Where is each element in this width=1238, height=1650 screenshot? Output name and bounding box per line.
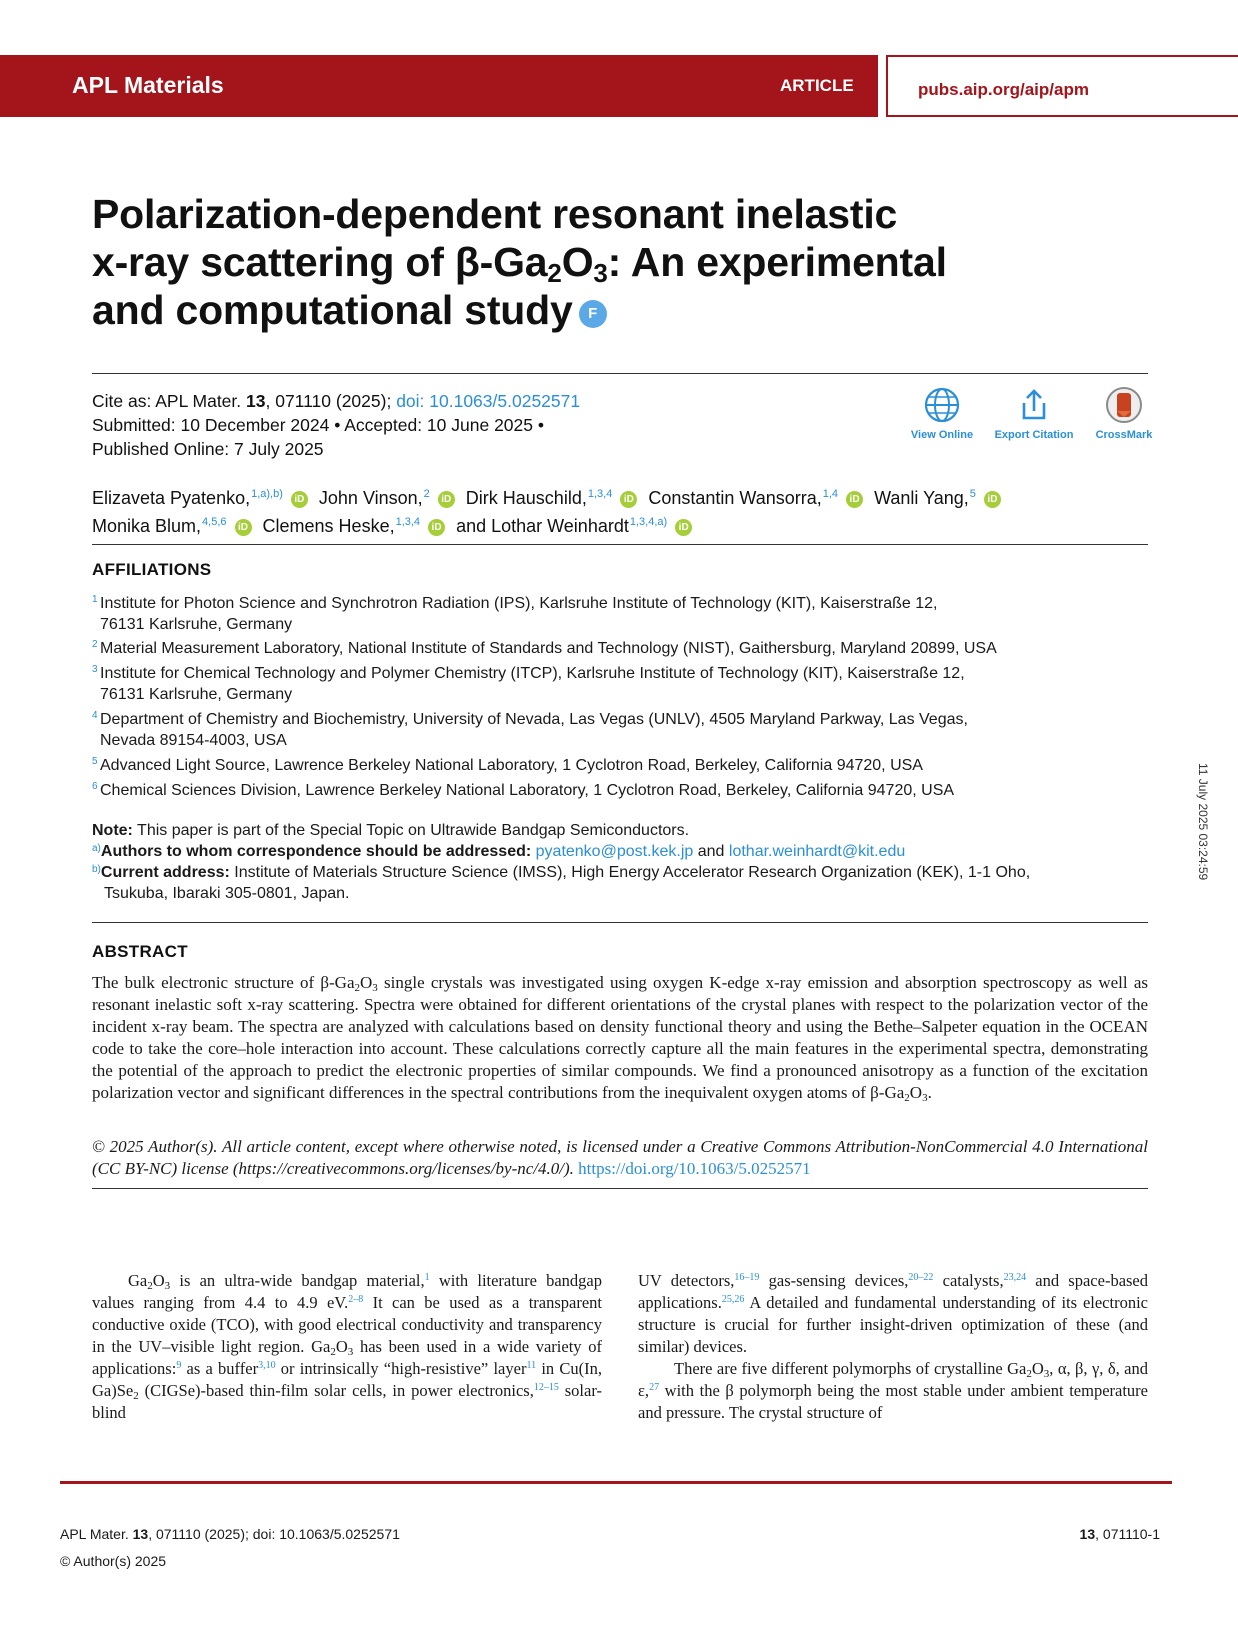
crossmark-button[interactable]: [1079, 386, 1169, 441]
reference-link[interactable]: 9: [176, 1360, 182, 1371]
author-name[interactable]: and Lothar Weinhardt: [456, 516, 629, 536]
dates-line: Submitted: 10 December 2024 • Accepted: 10 June 2025 •: [92, 415, 544, 435]
footer-citation: APL Mater. 13, 071110 (2025); doi: 10.1063/5.0252571: [60, 1526, 400, 1542]
author-name[interactable]: John Vinson,: [318, 488, 423, 508]
reference-link[interactable]: 23,24: [1003, 1272, 1027, 1283]
view-online-label: View Online: [910, 429, 974, 441]
orcid-icon[interactable]: iD: [675, 519, 692, 536]
correspondence-note: $^{a)}$Authors to whom correspondence should be addressed: pyatenko@post.kek.jp and lothar.weinhardt@kit.edu: [92, 843, 906, 860]
footer-copyright: © Author(s) 2025: [60, 1553, 167, 1569]
body-column-left: $Ga_2O_3$ is an ultra-wide bandgap material,$^1$ with literature bandgap values ranging from 4.4 to 4.9 eV.$^{2-8}$ It can be used as a transparent conductive oxide (TCO), with good electrical conductivity and transparency in the UV–visible light region. $Ga_2O_3$ has been used in a wide variety of applications:$^9$ as a buffer$^{3,10}$ or intrinsically “high-resistive” layer$^{11}$ in Cu(In, $Ga)Se_2$ (CIGSe)-based thin-film solar cells, in power electronics,$^{12-15}$ solar-blind: [92, 1271, 602, 1422]
author-name[interactable]: Dirk Hauschild,: [465, 488, 587, 508]
title-line-1: Polarization-dependent resonant inelastic: [92, 191, 898, 237]
affiliation-item: 1 Institute for Photon Science and Synchrotron Radiation (IPS), Karlsruhe Institute of Technology (KIT), Kaiserstraße 12, 76131 Karlsruhe, Germany: [92, 594, 938, 633]
view-online-button[interactable]: [897, 386, 987, 441]
title-line-3: and computational study F: [92, 286, 1052, 334]
reference-link[interactable]: 25,26: [721, 1294, 745, 1305]
crossmark-icon: [1105, 386, 1143, 424]
paper-title: [92, 190, 1052, 334]
author-list: [92, 484, 1152, 540]
affiliations-heading: AFFILIATIONS: [92, 560, 212, 579]
current-address-note: $^{b)}$Current address: Institute of Materials Structure Science (IMSS), High Energy Accelerator Research Organization (KEK), 1-1 Oho,: [92, 864, 1031, 881]
body-column-right: [638, 1270, 1148, 1424]
orcid-icon[interactable]: iD: [291, 491, 308, 508]
export-citation-button[interactable]: [989, 386, 1079, 441]
crossmark-label: CrossMark: [1095, 429, 1153, 441]
current-address-note-cont: Tsukuba, Ibaraki 305-0801, Japan.: [104, 885, 350, 902]
affiliation-item: 5 Advanced Light Source, Lawrence Berkeley National Laboratory, 1 Cyclotron Road, Berkeley, California 94720, USA: [92, 756, 923, 774]
author-name[interactable]: Clemens Heske,: [262, 516, 395, 536]
reference-link[interactable]: 12–15: [533, 1382, 559, 1393]
abstract-text: The bulk electronic structure of $\beta-Ga_2O_3$ single crystals was investigated using oxygen K-edge x-ray emission and absorption spectroscopy as well as resonant inelastic soft x-ray scattering. Spectra were obtained for different orientations of the crystal planes with respect to the polarization vector of the incident x-ray beam. The spectra are analyzed with calculations based on density functional theory and using the Bethe–Salpeter equation in the OCEAN code to take the core–hole interaction into account. These calculations correctly capture all the main features in the experimental spectra, demonstrating the potential of the approach to predict the electronic properties of similar compounds. We find a pronounced anisotropy as a function of the excitation polarization vector and significant differences in the spectral contributions from the inequivalent oxygen atoms of $\beta-Ga_2O_3$.: [92, 973, 1148, 1104]
reference-link[interactable]: 11: [526, 1360, 537, 1371]
journal-url-link[interactable]: pubs.aip.org/aip/apm: [918, 80, 1089, 99]
author-name[interactable]: Constantin Wansorra,: [648, 488, 822, 508]
affiliation-item: 4 Department of Chemistry and Biochemistry, University of Nevada, Las Vegas (UNLV), 4505 Maryland Parkway, Las Vegas, Nevada 89154-4003, USA: [92, 710, 968, 749]
footer-divider: [60, 1481, 1172, 1484]
page-number: 13, 071110-1: [1079, 1526, 1160, 1542]
reference-link[interactable]: 27: [649, 1382, 660, 1393]
orcid-icon[interactable]: iD: [620, 491, 637, 508]
orcid-icon[interactable]: iD: [235, 519, 252, 536]
author-name[interactable]: Monika Blum,: [92, 516, 202, 536]
orcid-icon[interactable]: iD: [438, 491, 455, 508]
paragraph: There are five different polymorphs of crystalline $Ga_2O_3$, α, β, γ, δ, and ε,$^{27}$ with the β polymorph being the most stable under ambient temperature and pressure. The crystal structure of: [638, 1359, 1148, 1422]
license-text: © 2025 Author(s). All article content, except where otherwise noted, is licensed under a Creative Commons Attribution-NonCommercial 4.0 International (CC BY-NC) license (https://creativecommons.org/licenses/by-nc/4.0/). https://doi.org/10.1063/5.0252571: [92, 1137, 1148, 1178]
reference-link[interactable]: 2–8: [348, 1294, 364, 1305]
divider: [92, 373, 1148, 374]
download-timestamp: 11 July 2025 03:24:59: [1196, 763, 1210, 881]
paragraph: UV detectors,$^{16-19}$ gas-sensing devices,$^{20-22}$ catalysts,$^{23,24}$ and space-based applications.$^{25,26}$ A detailed and fundamental understanding of its electronic structure is crucial for further insight-driven optimization of these (and similar) devices.: [638, 1271, 1149, 1356]
orcid-icon[interactable]: iD: [428, 519, 445, 536]
doi-link[interactable]: https://doi.org/10.1063/5.0252571: [578, 1159, 811, 1178]
divider: [92, 544, 1148, 545]
affiliation-item: 3 Institute for Chemical Technology and Polymer Chemistry (ITCP), Karlsruhe Institute of Technology (KIT), Kaiserstraße 12, 76131 Karlsruhe, Germany: [92, 664, 965, 703]
email-link[interactable]: pyatenko@post.kek.jp: [535, 843, 694, 860]
special-topic-note: Note: This paper is part of the Special Topic on Ultrawide Bandgap Semiconductors.: [92, 822, 690, 839]
article-type-label: ARTICLE: [780, 76, 854, 95]
featured-badge-icon[interactable]: F: [579, 300, 607, 328]
globe-icon: [923, 386, 961, 424]
divider: [92, 1188, 1148, 1189]
author-name[interactable]: Elizaveta Pyatenko,: [92, 488, 251, 508]
author-name[interactable]: Wanli Yang,: [874, 488, 969, 508]
published-line: Published Online: 7 July 2025: [92, 439, 324, 459]
title-line-2: x-ray scattering of $\beta-Ga_2O_3$: An experimental: [92, 239, 947, 288]
export-citation-label: Export Citation: [994, 429, 1074, 441]
orcid-icon[interactable]: iD: [846, 491, 863, 508]
affiliation-item: 2 Material Measurement Laboratory, National Institute of Standards and Technology (NIST), Gaithersburg, Maryland 20899, USA: [92, 639, 997, 657]
affiliation-item: 6 Chemical Sciences Division, Lawrence Berkeley National Laboratory, 1 Cyclotron Road, Berkeley, California 94720, USA: [92, 781, 955, 799]
doi-link[interactable]: doi: 10.1063/5.0252571: [396, 391, 581, 411]
citation-block: [92, 389, 580, 461]
journal-name: APL Materials: [72, 72, 224, 98]
reference-link[interactable]: 3,10: [258, 1360, 276, 1371]
divider: [92, 922, 1148, 923]
notes-block: [92, 820, 1152, 904]
email-link[interactable]: lothar.weinhardt@kit.edu: [728, 843, 906, 860]
export-icon: [1015, 386, 1053, 424]
cite-line: Cite as: APL Mater. 13, 071110 (2025); doi: 10.1063/5.0252571: [92, 391, 581, 411]
reference-link[interactable]: 16–19: [734, 1272, 760, 1283]
author-line-1: Elizaveta Pyatenko,$^{1,a),b)}$ iD John Vinson,$^2$ iD Dirk Hauschild,$^{1,3,4}$ iD Constantin Wansorra,$^{1,4}$ iD Wanli Yang,$^5$ iD: [92, 484, 1152, 512]
reference-link[interactable]: 1: [424, 1272, 430, 1283]
author-line-2: Monika Blum,$^{4,5,6}$ iD Clemens Heske,$^{1,3,4}$ iD and Lothar Weinhardt$^{1,3,4,a)}$ iD: [92, 512, 1152, 540]
abstract-heading: ABSTRACT: [92, 942, 188, 961]
orcid-icon[interactable]: iD: [984, 491, 1001, 508]
reference-link[interactable]: 20–22: [908, 1272, 934, 1283]
